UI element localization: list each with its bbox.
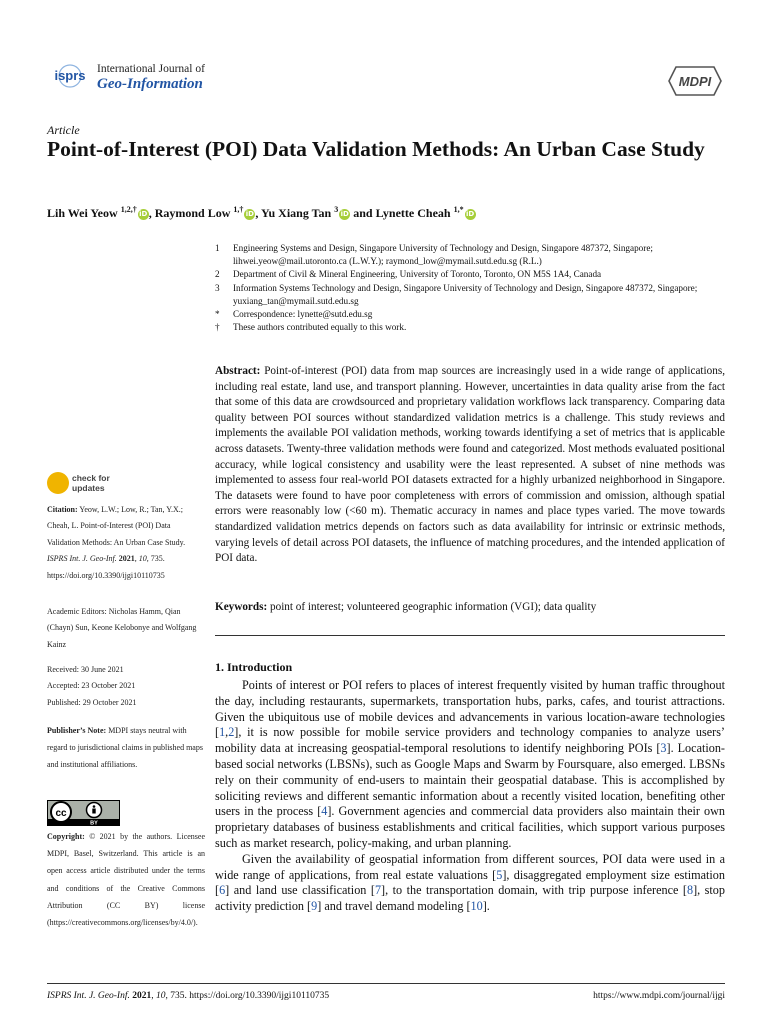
journal-prefix: International Journal of bbox=[97, 63, 205, 75]
author-list: Lih Wei Yeow $^{1,2,\dagger}$ iD, Raymond Low $^{1,\dagger}$ iD, Yu Xiang Tan $^3$ iD and Lynette Cheah $^{1,*}$ iD bbox=[47, 205, 475, 220]
orcid-icon[interactable]: iD bbox=[245, 209, 254, 218]
citation-link[interactable]: 1 bbox=[219, 725, 226, 740]
journal-name: Geo-Information bbox=[97, 76, 203, 92]
paragraph-text: Given the availability of geospatial information from different sources, POI data were used in a wide range of applications, from real estate valuations [ bbox=[215, 851, 725, 882]
citation-link[interactable]: 2 bbox=[228, 725, 235, 740]
paragraph-text: ]. Location-based social networks (LBSNs), such as Google Maps and Swarm by Foursquare, also emerged. LBSNs rely on their community of end-users to maintain their geospatial database. This is accomplished by soliciting reviews and different semantic information about a recently visited location, benefiting other users in the process [ bbox=[215, 741, 725, 819]
keywords: Keywords: point of interest; volunteered geographic information (VGI); data quality bbox=[215, 601, 597, 613]
affiliation-item: 3 Information Systems Technology and Design, Singapore University of Technology and Design, Singapore 487372, Singapore; yuxiang_tan@mymail.sutd.edu.sg bbox=[215, 282, 698, 306]
affiliation-item: † These authors contributed equally to this work. bbox=[215, 322, 407, 333]
introduction-body bbox=[215, 678, 725, 915]
article-type: Article bbox=[47, 123, 80, 137]
paragraph-text: Points of interest or POI refers to places of interest frequently visited by human traffic throughout the day, including restaurants, supermarkets, transportation hubs, parks, cafes, and tourist attractions. Given the ubiquitous use of mobile devices and advancements in various location-aware technologies [ bbox=[215, 678, 725, 740]
mdpi-logo bbox=[668, 66, 722, 96]
publication-dates bbox=[47, 662, 205, 711]
footer-citation: ISPRS Int. J. Geo-Inf. 2021, 10, 735. https://doi.org/10.3390/ijgi10110735 bbox=[47, 991, 330, 1001]
paragraph-text: ] and land use classification [ bbox=[225, 883, 375, 898]
citation-link[interactable]: 6 bbox=[219, 883, 226, 898]
publishers-note: Publisher’s Note: MDPI stays neutral with regard to jurisdictional claims in published maps and institutional affiliations. bbox=[47, 726, 203, 769]
citation-link[interactable]: 8 bbox=[686, 883, 694, 898]
copyright-notice: Copyright: © 2021 by the authors. Licensee MDPI, Basel, Switzerland. This article is an open access article distributed under the terms and conditions of the Creative Commons Attribution (CC BY) license (https://creativecommons.org/licenses/by/4.0/). bbox=[47, 832, 206, 928]
published-date: Published: 29 October 2021 bbox=[47, 697, 137, 707]
author-name[interactable]: Lynette Cheah bbox=[375, 206, 451, 220]
orcid-icon[interactable]: iD bbox=[139, 209, 148, 218]
citation-link[interactable]: 3 bbox=[660, 741, 667, 756]
author-name[interactable]: Raymond Low bbox=[154, 206, 231, 220]
paragraph-text: ]. bbox=[482, 899, 490, 914]
citation-link[interactable]: 9 bbox=[311, 899, 318, 914]
affiliations bbox=[215, 242, 725, 334]
orcid-icon[interactable]: iD bbox=[465, 209, 475, 218]
paragraph-text: , bbox=[225, 725, 229, 740]
citation-link[interactable]: 7 bbox=[374, 883, 382, 898]
paragraph-text: ], disaggregated employment size estimation [ bbox=[215, 867, 725, 898]
citation: Citation: Yeow, L.W.; Low, R.; Tan, Y.X.; Cheah, L. Point-of-Interest (POI) Data Validation Methods: An Urban Case Study. ISPRS Int. J. Geo-Inf. 2021, 10, 735. https://doi.org/10.3390/ijgi10110735 bbox=[47, 505, 186, 580]
affiliation-item: 1 Engineering Systems and Design, Singapore University of Technology and Design, Singapore 487372, Singapore; lihwei.yeow@mail.utoronto.ca (L.W.Y.); raymond_low@mymail.sutd.edu.sg (R.L.) bbox=[215, 243, 653, 267]
orcid-icon[interactable]: iD bbox=[340, 209, 349, 218]
paragraph bbox=[215, 852, 725, 915]
svg-text:isprs: isprs bbox=[54, 68, 86, 83]
author-name[interactable]: Yu Xiang Tan bbox=[260, 206, 332, 220]
section-heading: 1. Introduction bbox=[215, 660, 293, 674]
paragraph bbox=[215, 678, 725, 852]
affiliation-item: 2 Department of Civil & Mineral Engineering, University of Toronto, Toronto, ON M5S 1A4, Canada bbox=[215, 269, 602, 280]
paragraph-text: ] and travel demand modeling [ bbox=[317, 899, 471, 914]
svg-text:MDPI: MDPI bbox=[678, 74, 712, 89]
academic-editors: Academic Editors: Nicholas Hamm, Qian (Chayn) Sun, Keone Kelobonye and Wolfgang Kainz bbox=[47, 607, 197, 649]
check-updates-icon bbox=[47, 472, 69, 494]
paragraph-text: ], stop activity prediction [ bbox=[215, 883, 725, 914]
citation-link[interactable]: 5 bbox=[496, 867, 503, 882]
cc-by-license-icon[interactable] bbox=[47, 800, 120, 826]
paragraph-text: ], it is now possible for mobile service providers and technology companies to analyze users’ mobility data at increasing geospatial-temporal resolutions to identify neighboring POIs [ bbox=[215, 725, 725, 756]
paragraph-text: ]. Government agencies and commercial data providers also maintain their own proprietary databases of business establishments and critical facilities, which support various purposes such as market research, policy-making, and urban planning. bbox=[215, 804, 726, 850]
page-title: Point-of-Interest (POI) Data Validation Methods: An Urban Case Study bbox=[47, 137, 705, 161]
citation-link[interactable]: 4 bbox=[321, 804, 328, 819]
abstract: Abstract: Point-of-interest (POI) data from map sources are increasingly used in a wide range of applications, including real estate, land use, and transport planning. However, uncertainties in data quality arise from the fact that some of this data are crowdsourced and proprietary validation workflows lack transparency. Comparing data quality between POI sources without standardized validation metrics is a challenge. This study reviews and implements the available POI validation methods, working towards identifying a set of metrics that is applicable across datasets. Twenty-three validation methods were found and categorized. Most methods evaluated positional accuracy, while logical consistency and usability were the least represented. A subset of nine methods was implemented to assess four real-world POI datasets extracted for a highly urbanized neighborhood in Singapore. The datasets were found to have poor completeness with errors of commission and omission, although spatial errors were reasonably low (<60 m). Thematic accuracy in names and place types varied. The move towards standardized validation metrics depends on factors such as data availability for intrinsic or extrinsic methods, varying levels of detail across POI datasets, the influence of matching procedures, and the intended application of POI data. bbox=[215, 365, 725, 565]
footer-divider bbox=[47, 983, 725, 984]
affiliation-item: * Correspondence: lynette@sutd.edu.sg bbox=[215, 309, 373, 320]
citation-link[interactable]: 10 bbox=[470, 899, 483, 914]
svg-text:cc: cc bbox=[55, 808, 67, 819]
svg-text:BY: BY bbox=[90, 820, 98, 826]
paragraph-text: ], to the transportation domain, with trip purpose inference [ bbox=[381, 883, 687, 898]
author-name[interactable]: Lih Wei Yeow bbox=[47, 206, 118, 220]
check-for-updates-button[interactable]: check for updates bbox=[47, 472, 157, 498]
accepted-date: Accepted: 23 October 2021 bbox=[47, 681, 136, 691]
isprs-logo bbox=[47, 63, 93, 89]
journal-url-link[interactable]: https://www.mdpi.com/journal/ijgi bbox=[593, 991, 725, 1001]
divider bbox=[215, 635, 725, 636]
received-date: Received: 30 June 2021 bbox=[47, 665, 124, 674]
